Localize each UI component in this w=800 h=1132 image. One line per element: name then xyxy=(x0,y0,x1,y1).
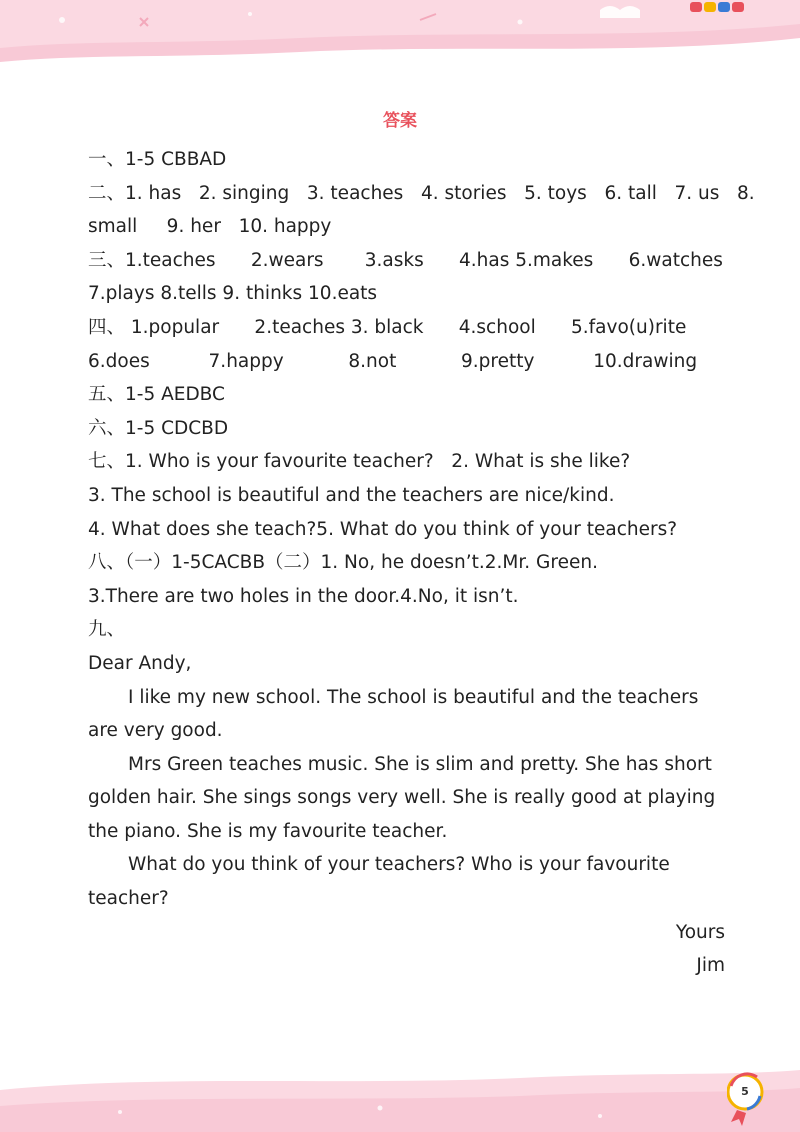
letter-closing: Yours xyxy=(675,921,725,943)
answer-line-10: 七、1. Who is your favourite teacher? 2. What is she like? xyxy=(88,451,631,473)
page-title: 答案 xyxy=(383,111,417,131)
answer-line-6: 四、 1.popular 2.teaches 3. black 4.school 5.favo(u)rite xyxy=(88,316,687,338)
letter-paragraph-2-line-2: golden hair. She sings songs very well. She is really good at playing xyxy=(88,787,716,809)
answer-line-5: 7.plays 8.tells 9. thinks 10.eats xyxy=(88,283,378,305)
letter-paragraph-2-line-1: Mrs Green teaches music. She is slim and pretty. She has short xyxy=(128,753,712,775)
answer-line-15: 九、 xyxy=(88,619,126,641)
top-logo-decoration xyxy=(688,0,748,14)
answer-line-11: 3. The school is beautiful and the teachers are nice/kind. xyxy=(88,484,615,506)
answer-line-9: 六、1-5 CDCBD xyxy=(88,417,229,439)
answer-line-12: 4. What does she teach?5. What do you think of your teachers? xyxy=(88,518,678,540)
answer-line-2: 二、1. has 2. singing 3. teaches 4. stories 5. toys 6. tall 7. us 8. xyxy=(88,182,755,204)
answer-line-14: 3.There are two holes in the door.4.No, it isn’t. xyxy=(88,585,519,607)
letter-paragraph-2-line-3: the piano. She is my favourite teacher. xyxy=(88,820,448,842)
letter-paragraph-3-line-2: teacher? xyxy=(88,888,169,910)
answer-line-8: 五、1-5 AEDBC xyxy=(88,384,225,406)
answer-line-4: 三、1.teaches 2.wears 3.asks 4.has 5.makes 6.watches xyxy=(88,249,723,271)
answer-line-7: 6.does 7.happy 8.not 9.pretty 10.drawing xyxy=(88,350,698,372)
letter-greeting: Dear Andy, xyxy=(88,652,192,674)
letter-paragraph-1-line-1: I like my new school. The school is beautiful and the teachers xyxy=(128,686,699,708)
answer-content xyxy=(88,143,755,983)
page-number: 5 xyxy=(741,1085,749,1098)
letter-signature: Jim xyxy=(696,955,725,977)
letter-paragraph-1-line-2: are very good. xyxy=(88,720,223,742)
answer-line-13: 八、（一）1-5CACBB（二）1. No, he doesn’t.2.Mr. Green. xyxy=(88,552,598,574)
answer-line-3: small 9. her 10. happy xyxy=(88,216,332,238)
top-decorative-band xyxy=(0,0,800,80)
letter-paragraph-3-line-1: What do you think of your teachers? Who is your favourite xyxy=(128,854,670,876)
bottom-decorative-band xyxy=(0,1060,800,1132)
answer-line-1: 一、1-5 CBBAD xyxy=(88,149,227,170)
